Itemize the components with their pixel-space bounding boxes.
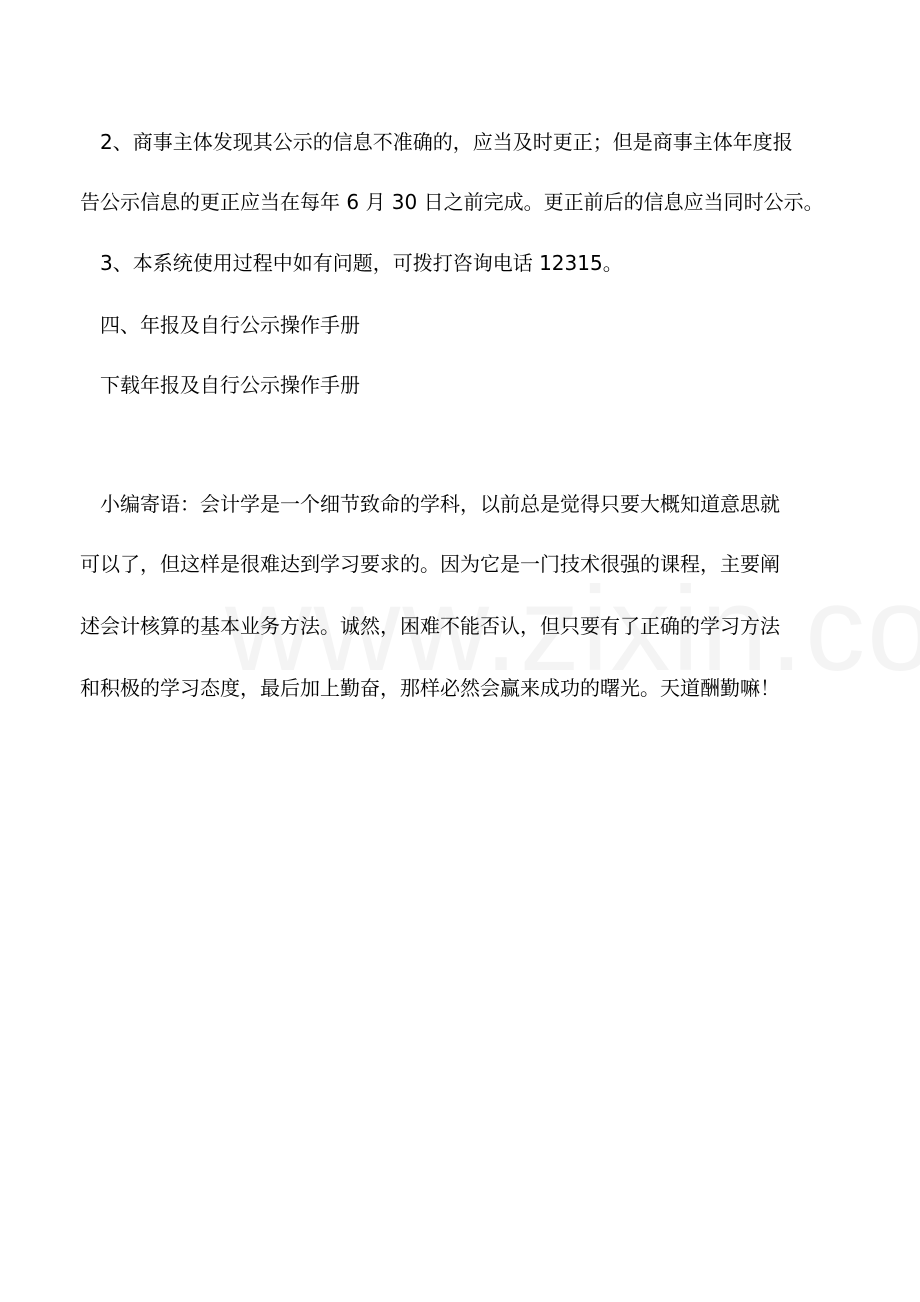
item-2-line-2: 告公示信息的更正应当在每年 6 月 30 日之前完成。更正前后的信息应当同时公示。	[80, 190, 824, 214]
item-3: 3、本系统使用过程中如有问题，可拨打咨询电话 12315。	[100, 251, 623, 275]
editor-note-line-1: 小编寄语：会计学是一个细节致命的学科，以前总是觉得只要大概知道意思就	[100, 492, 780, 516]
editor-note-line-3: 述会计核算的基本业务方法。诚然，困难不能否认，但只要有了正确的学习方法	[80, 614, 780, 638]
section-4-heading: 四、年报及自行公示操作手册	[100, 313, 360, 337]
item-2-line-1: 2、商事主体发现其公示的信息不准确的，应当及时更正；但是商事主体年度报	[100, 130, 793, 154]
download-manual-link[interactable]: 下载年报及自行公示操作手册	[100, 373, 360, 397]
editor-note-line-2: 可以了，但这样是很难达到学习要求的。因为它是一门技术很强的课程，主要阐	[80, 552, 780, 576]
editor-note-line-4: 和积极的学习态度，最后加上勤奋，那样必然会赢来成功的曙光。天道酬勤嘛！	[80, 676, 780, 700]
